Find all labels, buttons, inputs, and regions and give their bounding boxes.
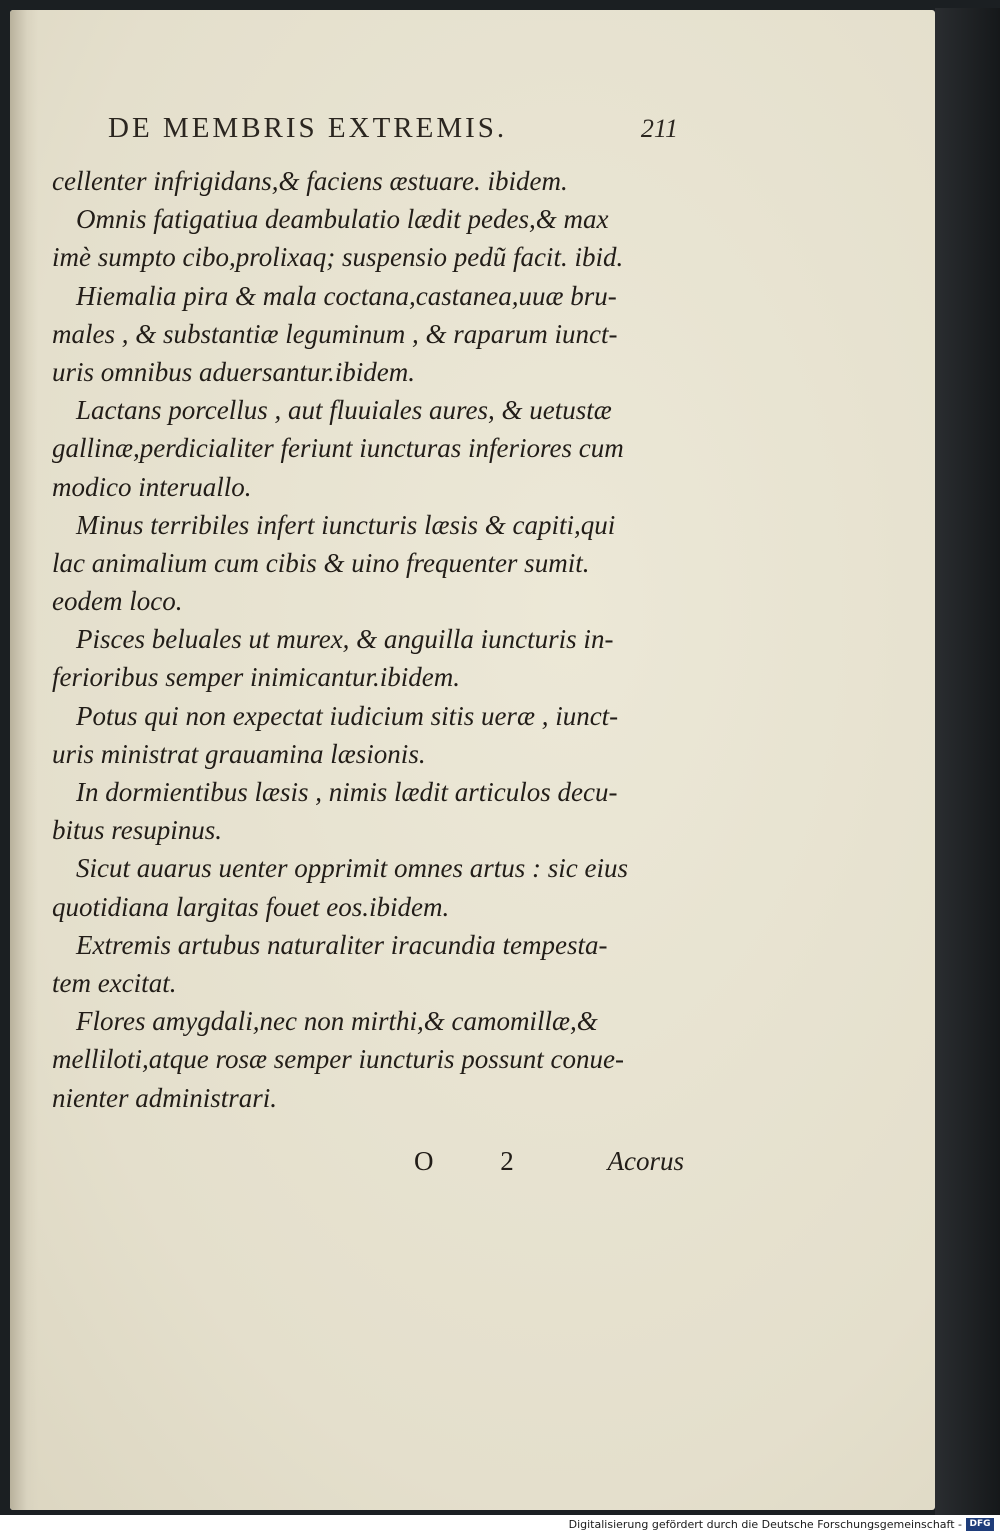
page-number: 211 xyxy=(640,114,678,143)
text-line: cellenter infrigidans,& faciens æstuare. ibidem. xyxy=(52,166,568,196)
text-line: eodem loco. xyxy=(52,586,183,617)
body-text xyxy=(52,162,682,1117)
text-line: In dormientibus læsis , nimis lædit articulos decu- xyxy=(76,777,618,807)
catchword: Acorus xyxy=(607,1146,684,1176)
text-line: males , & substantiæ leguminum , & raparum iunct- xyxy=(52,318,618,349)
text-line: imè sumpto cibo,prolixaq; suspensio pedũ facit. ibid. xyxy=(52,242,624,273)
text-line: ferioribus semper inimicantur.ibidem. xyxy=(52,662,460,693)
text-line: tem excitat. xyxy=(52,967,177,998)
text-line: quotidiana largitas fouet eos.ibidem. xyxy=(52,891,450,922)
book-edge xyxy=(935,8,1000,1515)
text-line: Omnis fatigatiua deambulatio lædit pedes,& max xyxy=(76,204,609,235)
attribution-text: Digitalisierung gefördert durch die Deutsche Forschungsgemeinschaft - xyxy=(568,1518,962,1531)
text-line: gallinæ,perdicialiter feriunt iuncturas inferiores cum xyxy=(52,433,624,464)
text-line: Hiemalia pira & mala coctana,castanea,uuæ bru- xyxy=(76,280,617,311)
text-line: Flores amygdali,nec non mirthi,& camomillæ,& xyxy=(76,1006,598,1037)
page-gutter xyxy=(10,10,38,1510)
signature-mark: O 2 xyxy=(414,1146,544,1176)
text-line: uris ministrat grauamina læsionis. xyxy=(52,738,426,769)
text-line: Lactans porcellus , aut fluuiales aures, & uetustæ xyxy=(76,395,612,426)
page-footer xyxy=(52,1146,684,1186)
text-line: melliloti,atque rosæ semper iuncturis possunt conue- xyxy=(52,1044,624,1075)
text-line: modico interuallo. xyxy=(52,471,252,502)
text-line: nienter administrari. xyxy=(52,1082,278,1113)
attribution-bar xyxy=(0,1515,1000,1535)
text-line: uris omnibus aduersantur.ibidem. xyxy=(52,356,416,387)
text-line: lac animalium cum cibis & uino frequenter sumit. xyxy=(52,547,590,578)
text-line: Minus terribiles infert iuncturis læsis & capiti,qui xyxy=(76,509,616,540)
text-line: Extremis artubus naturaliter iracundia tempesta- xyxy=(76,929,608,960)
text-line: Pisces beluales ut murex, & anguilla iuncturis in- xyxy=(76,624,614,655)
text-line: Potus qui non expectat iudicium sitis ueræ , iunct- xyxy=(76,700,619,731)
text-line: Sicut auarus uenter opprimit omnes artus : sic eius xyxy=(76,853,628,884)
text-line: bitus resupinus. xyxy=(52,815,223,846)
running-title: DE MEMBRIS EXTREMIS. xyxy=(108,112,508,144)
page-header xyxy=(108,112,678,160)
dfg-logo: DFG xyxy=(966,1518,994,1531)
